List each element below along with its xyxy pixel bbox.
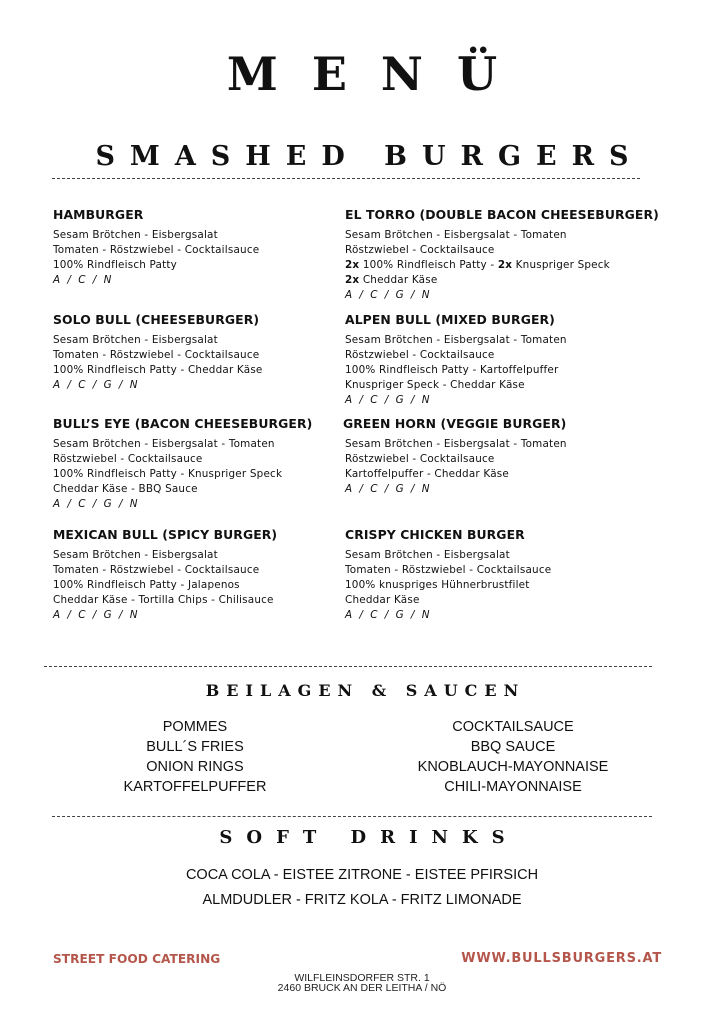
sauce-item: KNOBLAUCH-MAYONNAISE [417, 759, 609, 775]
menu-item-hamburger [53, 206, 373, 288]
item-name: MEXICAN BULL (SPICY BURGER) [53, 527, 278, 542]
sauce-item: COCKTAILSAUCE [452, 719, 574, 735]
item-allergens: A / C / G / N [345, 609, 432, 621]
item-ingredients: Sesam Brötchen - Eisbergsalat [53, 334, 218, 346]
menu-item-alpen-bull [345, 311, 665, 408]
item-ingredients: Sesam Brötchen - Eisbergsalat [345, 549, 510, 561]
item-name: GREEN HORN (VEGGIE BURGER) [343, 416, 567, 431]
item-ingredients: Kartoffelpuffer - Cheddar Käse [345, 468, 509, 480]
item-name: BULL’S EYE (BACON CHEESEBURGER) [53, 416, 313, 431]
item-ingredients: Knuspriger Speck - Cheddar Käse [345, 379, 525, 391]
item-ingredients: Röstzwiebel - Cocktailsauce [345, 453, 495, 465]
divider-burgers [52, 178, 640, 179]
item-ingredients: Sesam Brötchen - Eisbergsalat - Tomaten [345, 438, 567, 450]
quantity-marker: 2x [345, 259, 360, 271]
menu-item-green-horn [343, 415, 663, 497]
sauce-item: BBQ SAUCE [470, 739, 556, 755]
side-item: KARTOFFELPUFFER [123, 779, 267, 795]
item-allergens: A / C / G / N [345, 483, 432, 495]
sauces-list [383, 717, 643, 797]
footer-tagline: STREET FOOD CATERING [53, 952, 221, 966]
item-allergens: A / C / N [53, 274, 114, 286]
section-heading-sides: BEILAGEN & SAUCEN [205, 681, 526, 700]
item-name: CRISPY CHICKEN BURGER [345, 527, 525, 542]
menu-item-crispy-chicken [345, 526, 665, 623]
item-name: SOLO BULL (CHEESEBURGER) [53, 312, 260, 327]
side-item: BULL´S FRIES [146, 739, 244, 755]
item-ingredients: Tomaten - Röstzwiebel - Cocktailsauce [53, 564, 260, 576]
footer-website-link[interactable]: WWW.BULLSBURGERS.AT [461, 951, 662, 966]
divider-drinks [52, 816, 652, 817]
item-ingredients-double [345, 273, 665, 288]
item-ingredients: Sesam Brötchen - Eisbergsalat - Tomaten [345, 334, 567, 346]
item-ingredients: Sesam Brötchen - Eisbergsalat - Tomaten [345, 229, 567, 241]
sauce-item: CHILI-MAYONNAISE [444, 779, 582, 795]
item-ingredients: Tomaten - Röstzwiebel - Cocktailsauce [53, 349, 260, 361]
item-ingredients: Sesam Brötchen - Eisbergsalat [53, 549, 218, 561]
item-ingredients-double [345, 258, 665, 273]
item-ingredients: Tomaten - Röstzwiebel - Cocktailsauce [53, 244, 260, 256]
drinks-line: ALMDUDLER - FRITZ KOLA - FRITZ LIMONADE [202, 892, 522, 908]
item-ingredients: Röstzwiebel - Cocktailsauce [345, 349, 495, 361]
menu-item-el-torro [345, 206, 665, 303]
ingredient-text: 100% Rindfleisch Patty - [359, 259, 498, 271]
menu-item-mexican-bull [53, 526, 373, 623]
page-title: MENÜ [226, 47, 532, 101]
item-name: HAMBURGER [53, 207, 144, 222]
divider-sides [44, 666, 652, 667]
item-name: ALPEN BULL (MIXED BURGER) [345, 312, 555, 327]
item-ingredients: 100% knuspriges Hühnerbrustfilet [345, 579, 530, 591]
item-allergens: A / C / G / N [53, 379, 140, 391]
item-allergens: A / C / G / N [53, 498, 140, 510]
item-ingredients: 100% Rindfleisch Patty - Cheddar Käse [53, 364, 263, 376]
item-ingredients: Cheddar Käse [345, 594, 420, 606]
item-ingredients: 100% Rindfleisch Patty - Jalapenos [53, 579, 240, 591]
address-city: 2460 BRUCK AN DER LEITHA / NÖ [277, 982, 447, 994]
item-ingredients: Cheddar Käse - Tortilla Chips - Chilisauce [53, 594, 274, 606]
address-street: WILFLEINSDORFER STR. 1 [294, 972, 430, 984]
drinks-line: COCA COLA - EISTEE ZITRONE - EISTEE PFIRSICH [185, 867, 539, 883]
section-heading-drinks: SOFT DRINKS [219, 827, 519, 848]
item-ingredients: Röstzwiebel - Cocktailsauce [53, 453, 203, 465]
item-allergens: A / C / G / N [345, 289, 432, 301]
item-allergens: A / C / G / N [53, 609, 140, 621]
menu-item-bulls-eye [53, 415, 373, 512]
item-ingredients: Sesam Brötchen - Eisbergsalat [53, 229, 218, 241]
item-allergens: A / C / G / N [345, 394, 432, 406]
quantity-marker: 2x [497, 259, 513, 271]
quantity-marker: 2x [345, 274, 360, 286]
item-ingredients: 100% Rindfleisch Patty [53, 259, 177, 271]
item-ingredients: Tomaten - Röstzwiebel - Cocktailsauce [345, 564, 552, 576]
item-ingredients: 100% Rindfleisch Patty - Kartoffelpuffer [345, 364, 559, 376]
footer-address [0, 973, 724, 993]
menu-item-solo-bull [53, 311, 373, 393]
item-ingredients: Röstzwiebel - Cocktailsauce [345, 244, 495, 256]
ingredient-text: Knuspriger Speck [512, 259, 610, 271]
side-item: ONION RINGS [146, 759, 244, 775]
sides-list [65, 717, 325, 797]
ingredient-text: Cheddar Käse [359, 274, 438, 286]
item-ingredients: Sesam Brötchen - Eisbergsalat - Tomaten [53, 438, 275, 450]
item-name: EL TORRO (DOUBLE BACON CHEESEBURGER) [345, 207, 659, 222]
side-item: POMMES [162, 719, 228, 735]
item-ingredients: Cheddar Käse - BBQ Sauce [53, 483, 198, 495]
item-ingredients: 100% Rindfleisch Patty - Knuspriger Speck [53, 468, 283, 480]
section-heading-burgers: SMASHED BURGERS [95, 141, 644, 172]
